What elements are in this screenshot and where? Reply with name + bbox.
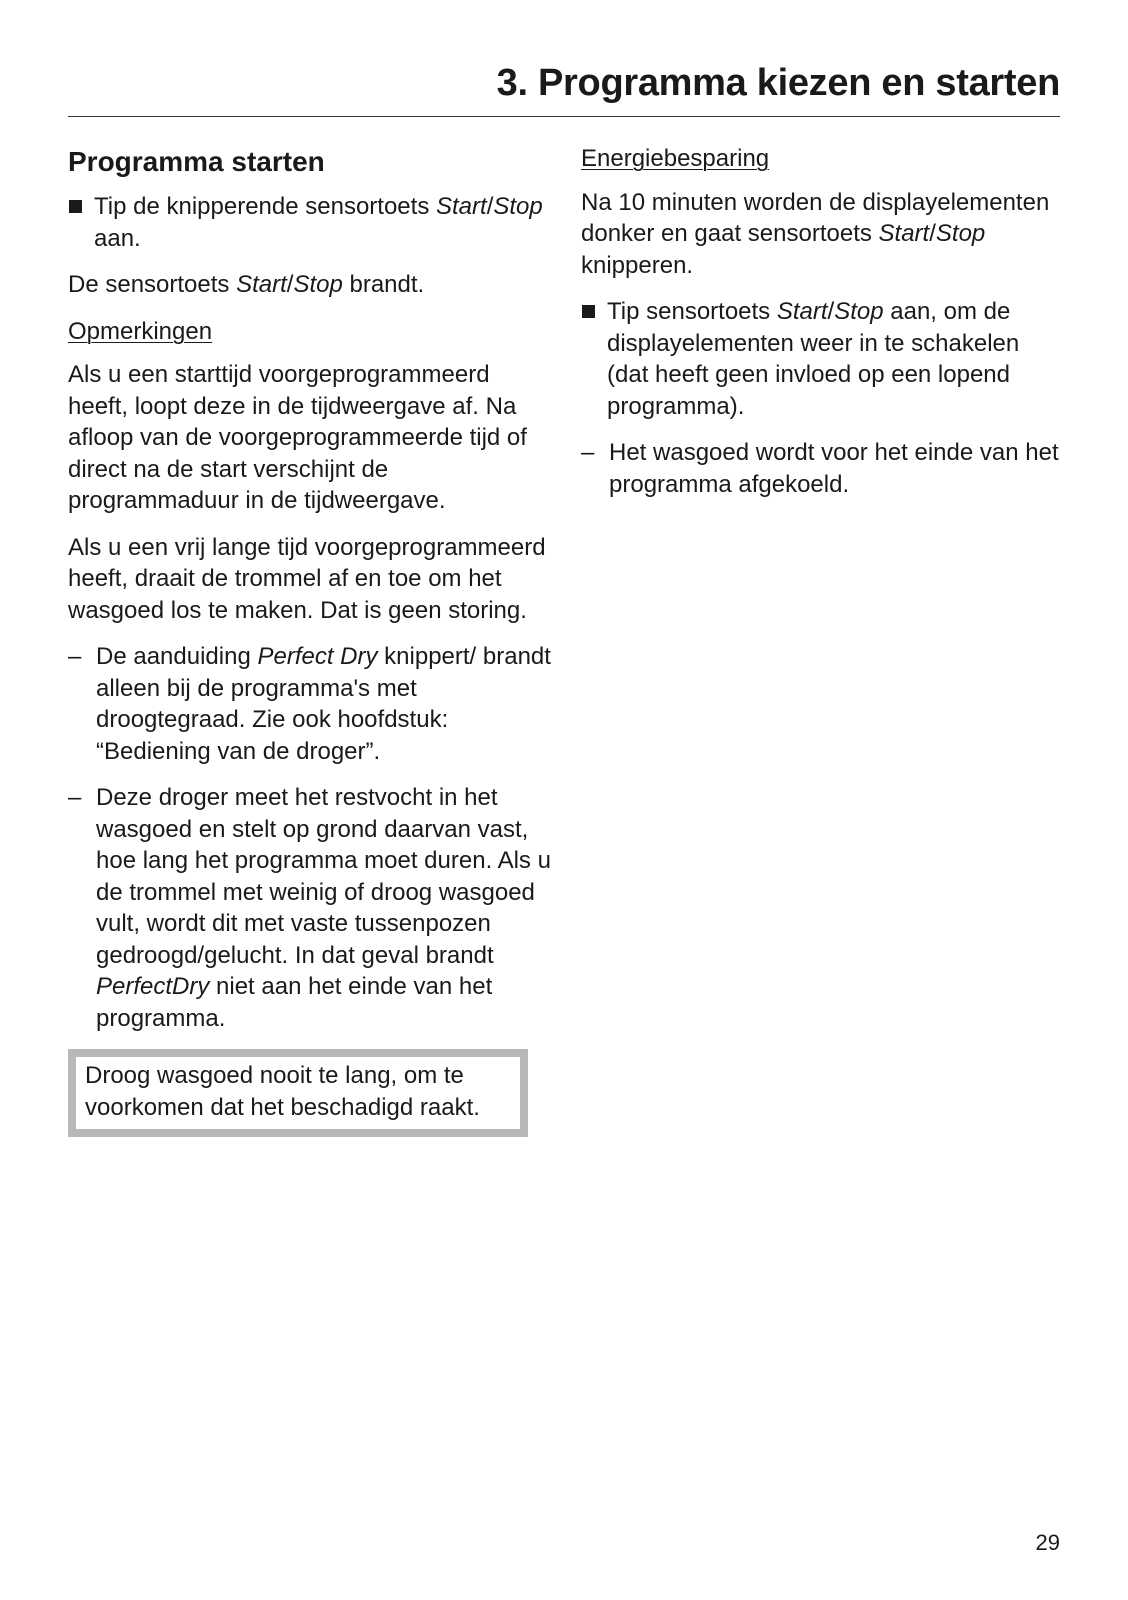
dash-bullet: – — [68, 643, 82, 670]
square-bullet-icon — [582, 305, 595, 318]
square-bullet-icon — [69, 200, 82, 213]
section-heading: Programma starten — [68, 146, 325, 177]
instruction-step-energy: Tip sensortoets Start/Stop aan, om de displayelementen weer in te schakelen (dat heeft geen invloed op een lopend programma). — [581, 296, 1060, 422]
right-column — [581, 143, 1060, 515]
energy-saving-paragraph: Na 10 minuten worden de displayelementen donker en gaat sensortoets Start/Stop knipperen. — [581, 188, 1050, 279]
header-divider — [68, 116, 1060, 117]
dash-item-cooldown: – Het wasgoed wordt voor het einde van het programma afgekoeld. — [581, 439, 1059, 498]
warning-text: Droog wasgoed nooit te lang, om te voorkomen dat het beschadigd raakt. — [85, 1062, 480, 1121]
dash-item-restvocht: – Deze droger meet het restvocht in het wasgoed en stelt op grond daarvan vast, hoe lang het programma moet duren. Als u de trommel met weinig of droog wasgoed vult, wordt dit met vaste tussenpozen gedroogd/gelucht. In dat geval brandt PerfectDry niet aan het einde van het programma. — [68, 784, 551, 1032]
note-paragraph-2: Als u een vrij lange tijd voorgeprogrammeerd heeft, draait de trommel af en toe om het wasgoed los te maken. Dat is geen storing. — [68, 533, 546, 624]
dash-item-perfect-dry: – De aanduiding Perfect Dry knippert/ brandt alleen bij de programma's met droogtegraad. Zie ook hoofdstuk: “Bediening van de droger”. — [68, 643, 551, 765]
energy-saving-title: Energiebesparing — [581, 145, 770, 172]
notes-title: Opmerkingen — [68, 317, 213, 345]
step-result: De sensortoets Start/Stop brandt. — [68, 271, 425, 298]
left-column — [68, 143, 554, 1137]
page-number: 29 — [1035, 1530, 1060, 1555]
instruction-step: Tip de knipperende sensortoets Start/Stop aan. — [68, 191, 554, 254]
dash-bullet: – — [68, 784, 82, 811]
dash-bullet: – — [581, 439, 595, 466]
note-paragraph-1: Als u een starttijd voorgeprogrammeerd heeft, loopt deze in de tijdweergave af. Na afloop van de voorgeprogrammeerde tijd of direct na de start verschijnt de programmaduur in de tijdweergave. — [68, 361, 527, 514]
warning-box — [68, 1049, 528, 1137]
chapter-title: 3. Programma kiezen en starten — [496, 62, 1060, 104]
